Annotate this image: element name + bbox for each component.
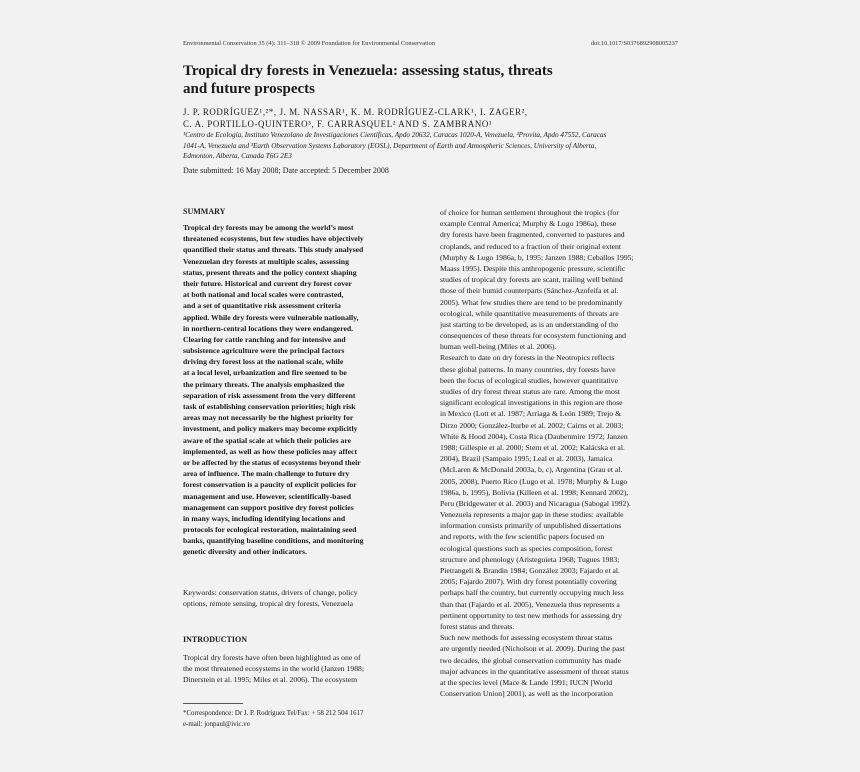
body-line: just starting to be developed, as is an understanding of the — [440, 319, 619, 329]
body-line: (McLaren & McDonald 2003a, b, c), Argentina (Grau et al. — [440, 465, 623, 475]
summary-text — [183, 222, 423, 558]
summary-line: applied. While dry forests were vulnerable nationally, — [183, 312, 359, 322]
body-line: 2004), Brazil (Sampaio 1995; Leal et al. 2003), Jamaica — [440, 454, 613, 464]
summary-line: genetic diversity and other indicators. — [183, 547, 307, 557]
body-line: forest status and threats. — [440, 621, 515, 631]
body-line: structure and phenology (Aristeguieta 1968; Tugues 1983; — [440, 554, 620, 564]
author-list — [183, 106, 683, 130]
body-line: pertinent opportunity to test new methods for assessing dry — [440, 610, 622, 620]
body-line: 2005; Fajardo 2007). With dry forest potentially covering — [440, 577, 617, 587]
introduction-line: Tropical dry forests have often been highlighted as one of — [183, 653, 361, 662]
summary-line: threatened ecosystems, but few studies have objectively — [183, 234, 364, 244]
summary-line: Clearing for cattle ranching and for intensive and — [183, 334, 346, 344]
body-line: Venezuela represents a major gap in these studies: available — [440, 510, 624, 520]
summary-line: banks, quantifying baseline conditions, and monitoring — [183, 536, 364, 546]
introduction-line: the most threatened ecosystems in the world (Janzen 1988; — [183, 664, 365, 674]
body-line: those of their humid counterparts (Sánchez-Azofeifa et al. — [440, 286, 619, 296]
introduction-line: Dinerstein et al. 1995; Miles et al. 2006). The ecosystem — [183, 675, 358, 685]
summary-line: their future. Historical and current dry forest cover — [183, 278, 352, 288]
introduction-text — [183, 652, 423, 686]
summary-line: in many ways, including identifying locations and — [183, 513, 346, 523]
body-line: dry forests have been fragmented, converted to pastures and — [440, 230, 625, 240]
footnote-line: *Correspondence: Dr J. P. Rodríguez Tel/Fax: + 58 212 504 1617 — [183, 710, 364, 717]
body-line: these global patterns. In many countries, dry forests have — [440, 364, 616, 374]
body-line: White & Hood 2004), Costa Rica (Daubenmire 1972; Janzen — [440, 431, 628, 441]
summary-line: Venezuelan dry forests at multiple scales, assessing — [183, 256, 349, 266]
summary-line: area of influence. The main challenge to future dry — [183, 469, 350, 479]
summary-line: separation of risk assessment from the very different — [183, 390, 356, 400]
body-line: are urgently needed (Nicholson et al. 2009). During the past — [440, 644, 625, 654]
body-line: Research to date on dry forests in the Neotropics reflects — [440, 353, 615, 363]
summary-line: and a set of quantitative risk assessment criteria — [183, 301, 341, 311]
author-line: J. P. RODRÍGUEZ¹,²*, J. M. NASSAR¹, K. M. RODRÍGUEZ-CLARK¹, I. ZAGER², — [183, 107, 528, 117]
body-line: example Central America; Murphy & Lugo 1986a), these — [440, 219, 617, 229]
summary-line: quantified their status and threats. This study analysed — [183, 245, 364, 255]
introduction-heading: INTRODUCTION — [183, 635, 248, 644]
author-line: C. A. PORTILLO-QUINTERO³, F. CARRASQUEL² AND S. ZAMBRANO¹ — [183, 119, 493, 129]
body-line: studies of tropical dry forests are scant, trailing well behind — [440, 275, 623, 285]
affiliation-line: ¹Centro de Ecología, Instituto Venezolano de Investigaciones Científicas, Apdo 20632, Caracas 1020-A, Venezuela, ²Provita, Apdo 47552, Caracas — [183, 131, 607, 139]
body-line: of choice for human settlement throughout the tropics (for — [440, 208, 619, 217]
footnote-divider — [183, 703, 243, 704]
body-line: in Mexico (Lott et al. 1987; Arriaga & León 1989; Trejo & — [440, 409, 622, 419]
summary-line: Tropical dry forests may be among the world’s most — [183, 223, 354, 232]
keywords-line: options, remote sensing, tropical dry forests, Venezuela — [183, 599, 354, 609]
summary-line: or be affected by the status of ecosystems beyond their — [183, 457, 361, 467]
submission-dates: Date submitted: 16 May 2008; Date accepted: 5 December 2008 — [183, 166, 389, 175]
title-line: and future prospects — [183, 81, 315, 97]
keywords — [183, 587, 423, 609]
body-line: croplands, and reduced to a fraction of their original extent — [440, 241, 622, 251]
body-line: perhaps half the country, but currently occupying much less — [440, 588, 624, 598]
body-line: studies of dry forest threat status are rare. Among the most — [440, 387, 620, 396]
body-line: been the focus of ecological studies, however quantitative — [440, 375, 619, 385]
keywords-line: Keywords: conservation status, drivers of change, policy — [183, 588, 358, 597]
affiliations — [183, 130, 683, 162]
body-line: Conservation Union] 2001), as well as the incorporation — [440, 689, 613, 699]
summary-line: at a local level, urbanization and fire seemed to be — [183, 368, 347, 378]
body-line: significant ecological investigations in this region are those — [440, 398, 623, 408]
body-line: at the species level (Mace & Lande 1991; IUCN [World — [440, 677, 613, 687]
body-line: than that (Fajardo et al. 2005), Venezuela thus represents a — [440, 599, 620, 609]
summary-line: in northern-central locations they were endangered. — [183, 323, 354, 333]
summary-line: the primary threats. The analysis emphasized the — [183, 379, 345, 389]
summary-line: driving dry forest loss at the national scale, while — [183, 357, 344, 367]
body-line: human well-being (Miles et al. 2006). — [440, 342, 557, 352]
summary-line: implemented, as well as how these policies may affect — [183, 446, 358, 456]
footnote-line: e-mail: jonpaul@ivic.ve — [183, 720, 250, 728]
summary-line: forest conservation is a paucity of explicit policies for — [183, 480, 357, 490]
body-line: consequences of these threats for ecosystem functioning and — [440, 331, 626, 341]
body-line: ecological, while quantitative measurements of threats are — [440, 308, 619, 318]
correspondence-footnote — [183, 709, 423, 730]
body-line: 1986a, b, 1995), Bolivia (Killeen et al. 1998; Kennard 2002), — [440, 487, 629, 497]
doi: doi:10.1017/S0376892908005237 — [590, 40, 678, 47]
summary-line: management and use. However, scientifically-based — [183, 491, 351, 501]
summary-line: areas may not necessarily be the highest priority for — [183, 413, 354, 423]
body-line: information consists primarily of unpublished dissertations — [440, 521, 622, 531]
title-line: Tropical dry forests in Venezuela: assessing status, threats — [183, 63, 553, 79]
body-line: and reports, with the few scientific papers focused on — [440, 532, 605, 542]
summary-line: subsistence agriculture were the principal factors — [183, 346, 345, 356]
affiliation-line: 1041-A, Venezuela and ³Earth Observation Systems Laboratory (EOSL), Department of Earth and Atmospheric Sciences, University of Alberta, — [183, 141, 597, 150]
right-column-text — [440, 207, 680, 699]
body-line: 2005, 2008), Puerto Rico (Lugo et al. 1978; Murphy & Lugo — [440, 476, 628, 486]
article-title — [183, 62, 603, 98]
body-line: two decades, the global conservation community has made — [440, 655, 622, 665]
summary-line: protocols for ecological restoration, maintaining seed — [183, 525, 357, 535]
body-line: ecological questions such as species composition, forest — [440, 543, 613, 553]
body-line: Peru (Bridgewater et al. 2003) and Nicaragua (Sabogal 1992). — [440, 498, 631, 508]
summary-line: task of establishing conservation priorities; high risk — [183, 402, 356, 411]
journal-citation: Environmental Conservation 35 (4): 311–318 © 2009 Foundation for Environmental Conservation — [183, 40, 436, 47]
body-line: Dirzo 2000; González-Iturbe et al. 2002; Cairns et al. 2003; — [440, 420, 624, 430]
summary-line: management can support positive dry forest policies — [183, 502, 354, 512]
body-line: 2005). What few studies there are tend to be predominantly — [440, 297, 623, 307]
body-line: Such new methods for assessing ecosystem threat status — [440, 633, 613, 643]
affiliation-line: Edmonton, Alberta, Canada T6G 2E3 — [183, 152, 292, 160]
body-line: Maass 1995). Despite this anthropogenic pressure, scientific — [440, 263, 626, 273]
summary-heading: SUMMARY — [183, 207, 226, 216]
summary-line: at both national and local scales were contrasted, — [183, 290, 344, 300]
summary-line: aware of the spatial scale at which their policies are — [183, 435, 352, 445]
body-line: (Murphy & Lugo 1986a, b, 1995; Janzen 1988; Ceballos 1995; — [440, 252, 634, 262]
body-line: 1988; Gillespie et al. 2000; Stern et al. 2002; Kalácska et al. — [440, 442, 625, 452]
summary-line: investment, and policy makers may become explicitly — [183, 424, 358, 434]
body-line: Pietrangeli & Brandin 1984; González 2003; Fajardo et al. — [440, 566, 620, 575]
body-line: major advances in the quantitative assessment of threat status — [440, 666, 629, 676]
summary-line: status, present threats and the policy context shaping — [183, 267, 357, 277]
